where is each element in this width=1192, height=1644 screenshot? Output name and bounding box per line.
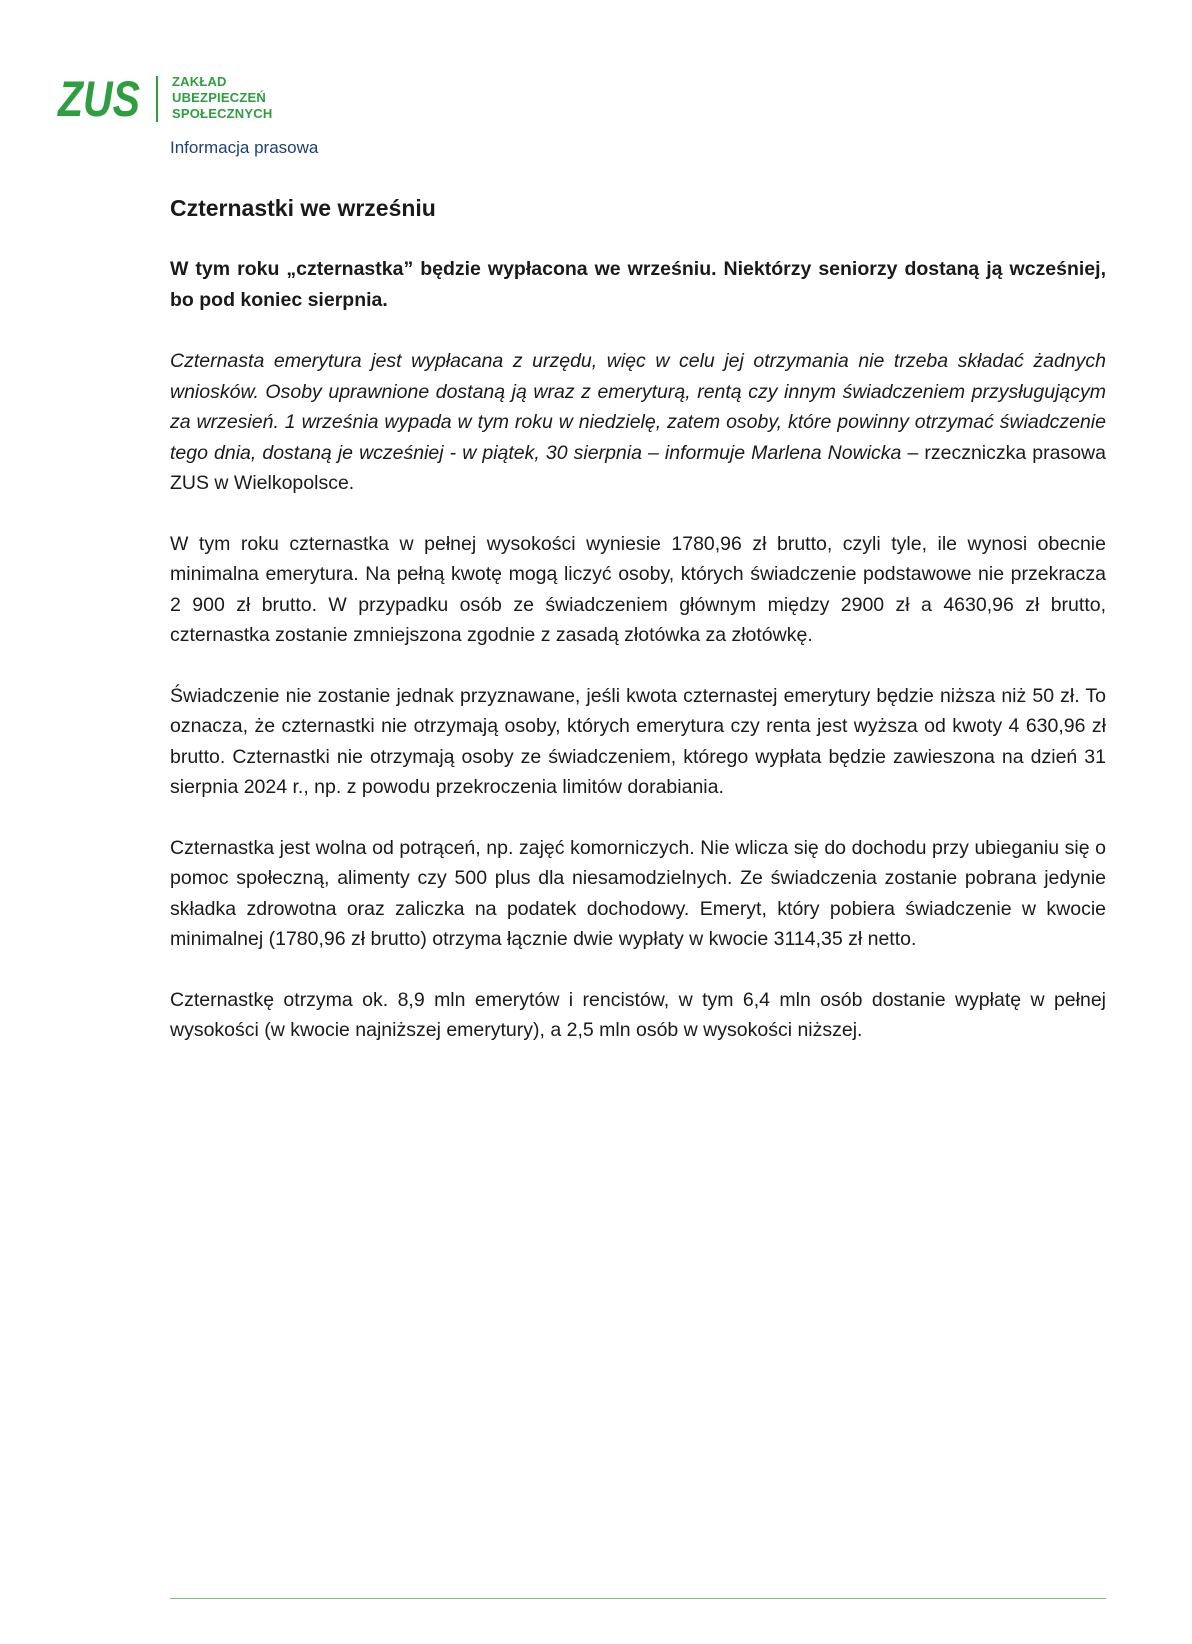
logo-text-line-3: SPOŁECZNYCH: [172, 106, 273, 121]
footer-divider: [170, 1598, 1106, 1599]
article-paragraph: Czternastkę otrzyma ok. 8,9 mln emerytów i rencistów, w tym 6,4 mln osób dostanie wypłatę w pełnej wysokości (w kwocie najniższej emerytury), a 2,5 mln osób w wysokości niższej.: [170, 988, 1106, 1041]
article-paragraph: W tym roku czternastka w pełnej wysokości wyniesie 1780,96 zł brutto, czyli tyle, ile wynosi obecnie minimalna emerytura. Na pełną kwotę mogą liczyć osoby, których świadczenie podstawowe nie przekracza 2 900 zł brutto. W przypadku osób ze świadczeniem głównym między 2900 zł a 4630,96 zł brutto, czternastka zostanie zmniejszona zgodnie z zasadą złotówka za złotówkę.: [170, 532, 1106, 646]
article-quote: [170, 346, 1106, 499]
logo-divider: [156, 76, 158, 122]
press-release-label: Informacja prasowa: [170, 138, 319, 157]
logo-text-line-1: ZAKŁAD: [172, 74, 227, 89]
article-paragraph: Czternastka jest wolna od potrąceń, np. zajęć komorniczych. Nie wlicza się do dochodu przy ubieganiu się o pomoc społeczną, alimenty czy 500 plus dla niesamodzielnych. Ze świadczenia zostanie pobrana jedynie składka zdrowotna oraz zaliczka na podatek dochodowy. Emeryt, który pobiera świadczenie w kwocie minimalnej (1780,96 zł brutto) otrzyma łącznie dwie wypłaty w kwocie 3114,35 zł netto.: [170, 836, 1106, 950]
quote-text: Czternasta emerytura jest wypłacana z urzędu, więc w celu jej otrzymania nie trzeba składać żadnych wniosków. Osoby uprawnione dostaną ją wraz z emeryturą, rentą czy innym świadczeniem przysługującym za wrzesień. 1 września wypada w tym roku w niedzielę, zatem osoby, które powinny otrzymać świadczenie tego dnia, dostaną je wcześniej - w piątek, 30 sierpnia – informuje Marlena Nowicka: [170, 350, 1106, 464]
article-title: Czternastki we wrześniu: [170, 195, 436, 221]
logo-wordmark: [172, 72, 272, 122]
article-lead: W tym roku „czternastka” będzie wypłacona we wrześniu. Niektórzy seniorzy dostaną ją wcześniej, bo pod koniec sierpnia.: [170, 258, 1106, 311]
zus-logo-mark: [56, 71, 142, 127]
quote-attribution: – rzeczniczka prasowa ZUS w Wielkopolsce.: [170, 441, 1106, 494]
zus-logo: [56, 71, 273, 127]
zus-logo-letters: ZUS: [56, 71, 140, 127]
article-paragraph: Świadczenie nie zostanie jednak przyznawane, jeśli kwota czternastej emerytury będzie niższa niż 50 zł. To oznacza, że czternastki nie otrzymają osoby, których emerytura czy renta jest wyższa od kwoty 4 630,96 zł brutto. Czternastki nie otrzymają osoby ze świadczeniem, którego wypłata będzie zawieszona na dzień 31 sierpnia 2024 r., np. z powodu przekroczenia limitów dorabiania.: [170, 684, 1106, 798]
article-body: [170, 192, 1106, 1076]
logo-text-line-2: UBEZPIECZEŃ: [172, 90, 266, 105]
